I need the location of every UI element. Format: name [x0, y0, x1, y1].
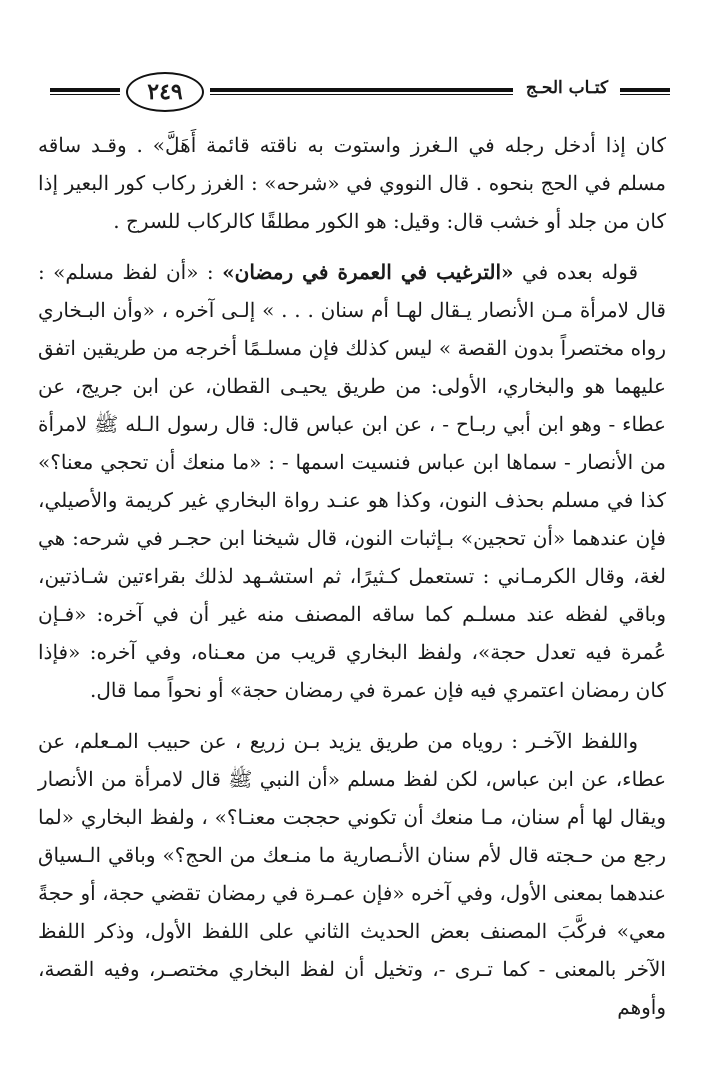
page-header	[50, 72, 670, 116]
paragraph-2-lead: قوله بعده في	[513, 260, 639, 284]
page-number: ٢٤٩	[126, 72, 204, 112]
header-rule-middle	[210, 88, 513, 95]
paragraph-3: واللفظ الآخـر : روياه من طريق يزيد بـن زريع ، عن حبيب المـعلم، عن عطاء، عن ابن عباس، لكن لفظ مسلم «أن النبي ﷺ قال لامرأة من الأنصار ويقال لها أم سنان، مـا منعك أن تكوني حججت معنـا؟» ، ولفظ البخاري «لما رجع من حـجته قال لأم سنان الأنـصارية ما منـعك من الحج؟» وباقي الـسياق عندهما بمعنى الأول، وفي آخره «فإن عمـرة في رمضان تقضي حجة، أو حجةً معي» فركَّبَ المصنف بعض الحديث الثاني على اللفظ الأول، وذكر اللفظ الآخر بالمعنى - كما تـرى -، وتخيل أن لفظ البخاري مختصـر، وفيه القصة، وأوهم	[38, 729, 666, 1019]
section-heading: «الترغيب في العمرة في رمضان»	[222, 260, 514, 284]
book-title: كتـاب الحـج	[525, 78, 609, 98]
page-body	[38, 126, 666, 1026]
header-rule-right	[620, 88, 670, 95]
paragraph-1: كان إذا أدخل رجله في الـغرز واستوت به ناقته قائمة أَهَلَّ» . وقـد ساقه مسلم في الحج بنحوه . قال النووي في «شرحه» : الغرز ركاب كور البعير إذا كان من جلد أو خشب قال: وقيل: هو الكور مطلقًا كالركاب للسرج .	[38, 133, 666, 233]
header-rule-left	[50, 88, 120, 95]
paragraph-2	[38, 253, 666, 709]
paragraph-2-body: : «أن لفظ مسلم» : قال لامرأة مـن الأنصار يـقال لهـا أم سنان . . . » إلـى آخره ، «وأن البـخاري رواه مختصراً بدون القصة » ليس كذلك فإن مسلـمًا أخرجه من طريقين اتفق عليهما هو والبخاري، الأولى: من طريق يحيـى القطان، عن ابن جريج، عن عطاء - وهو ابن أبي ربـاح - ، عن ابن عباس قال: قال رسول الـله ﷺ لامرأة من الأنصار - سماها ابن عباس فنسيت اسمها - : «ما منعك أن تحجي معنا؟» كذا في مسلم بحذف النون، وكذا هو عنـد رواة البخاري غير كريمة والأصيلي، فإن عندهما «أن تحجين» بـإثبات النون، قال شيخنا ابن حجـر في شرحه: هي لغة، وقال الكرمـاني : تستعمل كـثيرًا، ثم استشـهد لذلك بقراءتين شـاذتين، وباقي لفظه عند مسلـم كما ساقه المصنف منه غير أن في آخره: «فـإن عُمرة فيه تعدل حجة»، ولفظ البخاري قريب من معـناه، وفي آخره: «فإذا كان رمضان اعتمري فيه فإن عمرة في رمضان حجة» أو نحواً مما قال.	[38, 260, 666, 702]
